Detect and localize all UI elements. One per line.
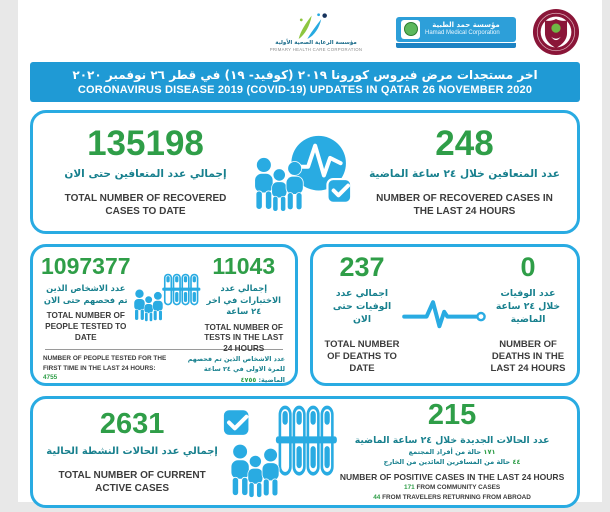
- positive-travelers-ar-text: حالة من المسافرين العائدين من الخارج: [383, 458, 511, 467]
- check-people-testtubes-icon: [221, 404, 337, 500]
- recovered-total-label-ar: إجمالي عدد المتعافين حتى الان: [64, 168, 227, 181]
- active-cases-label-en: TOTAL NUMBER OF CURRENT ACTIVE CASES: [58, 469, 206, 494]
- phcc-name-arabic: مؤسسة الرعاية الصحية الأولية: [275, 39, 357, 46]
- positive-travelers-en-value: 44: [373, 494, 381, 502]
- active-positive-panel: [30, 396, 580, 508]
- infographic-page: [18, 0, 602, 502]
- deaths-24h-stat: [489, 254, 567, 375]
- hmc-logo-plate: [396, 17, 516, 42]
- first-time-tested-en-value: 4755: [43, 374, 58, 382]
- recovered-24h-stat: [360, 126, 569, 218]
- flatline-ekg-icon: [401, 293, 489, 337]
- first-time-tested-footnote: [41, 350, 287, 385]
- testing-panel: [30, 244, 298, 386]
- positive-community-ar-value: ١٧١: [483, 447, 496, 456]
- phcc-name-english: PRIMARY HEALTH CARE CORPORATION: [269, 46, 363, 52]
- hmc-emblem-icon: [401, 20, 420, 39]
- tested-total-label-en: TOTAL NUMBER OF PEOPLE TESTED TO DATE: [45, 311, 127, 342]
- recovered-24h-label-ar: عدد المتعافين خلال ٢٤ ساعة الماضية: [369, 168, 560, 181]
- positive-travelers-ar: [384, 457, 521, 467]
- positive-community-ar: [409, 447, 496, 457]
- tests-24h-stat: [201, 255, 287, 355]
- testing-stats: [41, 253, 287, 354]
- hmc-logo-strip: [396, 43, 516, 48]
- tested-total-stat: [41, 255, 131, 343]
- phcc-leaf-icon: [290, 12, 342, 40]
- recovered-24h-value: 248: [435, 124, 494, 164]
- middle-row: [30, 244, 580, 386]
- first-time-tested-ar-text: عدد الاشخاص الذين تم فحصهم للمرة الاولى في ٢٤ ساعة الماضية:: [187, 355, 285, 384]
- positive-travelers-ar-value: ٤٤: [512, 458, 521, 467]
- positive-cases-stat: [337, 398, 567, 503]
- positive-travelers-en-text: FROM TRAVELERS RETURNING FROM ABROAD: [382, 494, 531, 502]
- deaths-24h-label-ar: عدد الوفيات خلال ٢٤ ساعة الماضية: [495, 288, 561, 326]
- recovered-total-stat: [41, 126, 250, 218]
- deaths-total-value: 237: [339, 252, 385, 283]
- moph-crest-logo: [532, 8, 580, 56]
- tests-24h-label-en: TOTAL NUMBER OF TESTS IN THE LAST 24 HOURS: [204, 322, 284, 354]
- recovered-total-label-en: TOTAL NUMBER OF RECOVERED CASES TO DATE: [64, 192, 227, 217]
- active-cases-label-ar: إجمالي عدد الحالات النشطة الحالية: [46, 445, 218, 457]
- positive-community-ar-text: حالة من أفراد المجتمع: [408, 447, 482, 456]
- people-testtubes-icon: [131, 259, 201, 335]
- recovered-panel: [30, 110, 580, 234]
- positive-cases-label-ar: عدد الحالات الجديدة خلال ٢٤ ساعة الماضية: [354, 434, 550, 446]
- title-bar: [30, 62, 580, 102]
- positive-travelers-en: [373, 493, 531, 503]
- positive-cases-label-en: NUMBER OF POSITIVE CASES IN THE LAST 24 HOURS: [339, 472, 565, 483]
- tests-24h-value: 11043: [212, 253, 276, 279]
- hmc-name-arabic: مؤسسة حمد الطبية: [432, 21, 500, 30]
- positive-cases-value: 215: [427, 398, 477, 431]
- hmc-logo: [396, 17, 516, 48]
- deaths-total-label-en: TOTAL NUMBER OF DEATHS TO DATE: [324, 338, 400, 375]
- positive-community-en: [404, 483, 500, 493]
- tests-24h-label-ar: إجمالي عدد الاختبارات في اخر ٢٤ ساعة: [206, 283, 281, 317]
- deaths-total-label-ar: اجمالي عدد الوفيات حتى الان: [332, 288, 392, 326]
- hmc-globe-icon: [404, 22, 418, 36]
- deaths-24h-label-en: NUMBER OF DEATHS IN THE LAST 24 HOURS: [490, 338, 566, 375]
- first-time-tested-ar: [181, 354, 285, 385]
- title-english: CORONAVIRUS DISEASE 2019 (COVID-19) UPDATES IN QATAR 26 NOVEMBER 2020: [77, 84, 533, 96]
- first-time-tested-ar-value: ٤٧٥٥: [240, 375, 257, 384]
- phcc-logo: [252, 12, 380, 52]
- recovered-total-value: 135198: [87, 124, 204, 164]
- tested-total-value: 1097377: [41, 253, 131, 279]
- tested-total-label-ar: عدد الاشخاص الذين تم فحصهم حتى الان: [43, 283, 128, 305]
- active-cases-value: 2631: [99, 407, 165, 440]
- first-time-tested-en: [43, 354, 171, 385]
- positive-community-en-value: 171: [404, 484, 415, 492]
- recovered-24h-label-en: NUMBER OF RECOVERED CASES IN THE LAST 24 HOURS: [376, 192, 553, 217]
- recovered-people-pulse-icon: [250, 122, 360, 222]
- deaths-total-stat: [323, 254, 401, 375]
- active-cases-stat: [43, 407, 221, 495]
- deaths-24h-value: 0: [520, 252, 536, 283]
- header-logos: [30, 0, 580, 60]
- positive-community-en-text: FROM COMMUNITY CASES: [416, 484, 501, 492]
- hmc-name-english: Hamad Medical Corporation: [425, 29, 500, 36]
- deaths-panel: [310, 244, 580, 386]
- hmc-logo-text: [425, 21, 500, 37]
- title-arabic: اخر مستجدات مرض فيروس كورونا ٢٠١٩ (كوفيد- ١٩) في قطر ٢٦ نوفمبر ٢٠٢٠: [72, 68, 538, 82]
- first-time-tested-en-text: NUMBER OF PEOPLE TESTED FOR THE FIRST TIME IN THE LAST 24 HOURS:: [43, 355, 167, 372]
